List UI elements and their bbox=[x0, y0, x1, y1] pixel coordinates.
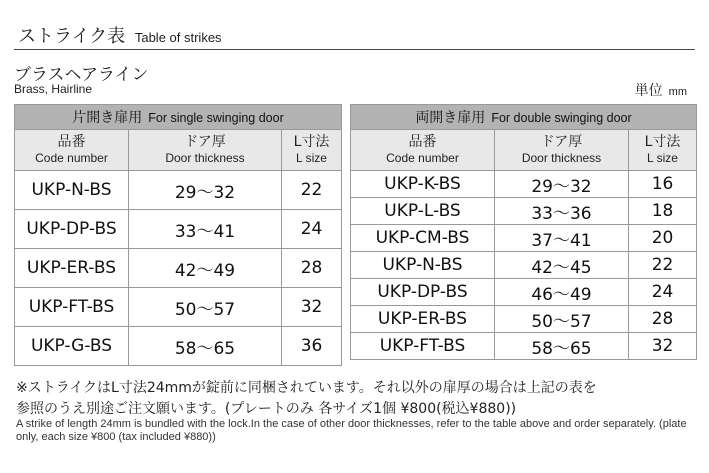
door-thickness-cell: 29～32 bbox=[495, 171, 629, 198]
unit-en: mm bbox=[668, 86, 687, 98]
finish-ja: ブラスヘアライン bbox=[14, 65, 149, 85]
table-row bbox=[15, 249, 342, 288]
single-door-heading bbox=[15, 105, 342, 130]
col-door-ja: ドア厚 bbox=[540, 134, 583, 150]
col-l-en: L size bbox=[296, 151, 327, 165]
col-header-l-size bbox=[282, 130, 342, 171]
code-cell: UKP-DP-BS bbox=[15, 210, 129, 249]
col-header-l-size bbox=[629, 130, 697, 171]
col-l-ja: L寸法 bbox=[293, 134, 330, 150]
l-size-cell: 22 bbox=[629, 252, 697, 279]
col-door-en: Door thickness bbox=[165, 151, 245, 165]
l-size-cell: 28 bbox=[629, 306, 697, 333]
door-thickness-cell: 33～41 bbox=[129, 210, 282, 249]
single-heading-en: For single swinging door bbox=[148, 111, 284, 125]
code-cell: UKP-K-BS bbox=[351, 171, 495, 198]
table-row bbox=[351, 279, 697, 306]
col-l-en: L size bbox=[647, 151, 678, 165]
code-cell: UKP-ER-BS bbox=[15, 249, 129, 288]
table-row bbox=[351, 225, 697, 252]
l-size-cell: 32 bbox=[282, 288, 342, 327]
col-header-code bbox=[351, 130, 495, 171]
col-door-en: Door thickness bbox=[521, 151, 602, 165]
door-thickness-cell: 50～57 bbox=[495, 306, 629, 333]
code-cell: UKP-FT-BS bbox=[15, 288, 129, 327]
note-ja-line2: 参照のうえ別途ご注文願います。(プレートのみ 各サイズ1個 ¥800(税込¥880)) bbox=[16, 401, 517, 417]
l-size-cell: 24 bbox=[282, 210, 342, 249]
table-row bbox=[351, 333, 697, 360]
table-row bbox=[15, 210, 342, 249]
table-row bbox=[15, 327, 342, 366]
l-size-cell: 18 bbox=[629, 198, 697, 225]
double-heading-ja: 両開き扉用 bbox=[415, 110, 486, 126]
single-door-table bbox=[14, 104, 342, 366]
col-door-ja: ドア厚 bbox=[184, 134, 226, 150]
code-cell: UKP-G-BS bbox=[15, 327, 129, 366]
table-row bbox=[15, 288, 342, 327]
door-thickness-cell: 42～49 bbox=[129, 249, 282, 288]
note-ja-line1: ※ストライクはL寸法24mmが錠前に同梱されています。それ以外の扉厚の場合は上記の表を bbox=[16, 380, 597, 396]
door-thickness-cell: 42～45 bbox=[495, 252, 629, 279]
code-cell: UKP-N-BS bbox=[351, 252, 495, 279]
col-l-ja: L寸法 bbox=[644, 134, 681, 150]
l-size-cell: 20 bbox=[629, 225, 697, 252]
door-thickness-cell: 33～36 bbox=[495, 198, 629, 225]
code-cell: UKP-CM-BS bbox=[351, 225, 495, 252]
code-cell: UKP-L-BS bbox=[351, 198, 495, 225]
door-thickness-cell: 29～32 bbox=[129, 171, 282, 210]
double-heading-en: For double swinging door bbox=[491, 111, 632, 125]
note-en: A strike of length 24mm is bundled with the lock.In the case of other door thicknesses, refer to the table above and order separately. (plate only, each size ¥800 (tax included ¥880)) bbox=[16, 418, 687, 443]
unit-ja: 単位 bbox=[634, 83, 663, 99]
col-code-ja: 品番 bbox=[57, 134, 86, 150]
title-ja: ストライク表 bbox=[18, 26, 126, 47]
l-size-cell: 36 bbox=[282, 327, 342, 366]
col-code-ja: 品番 bbox=[408, 134, 437, 150]
col-header-door-thickness bbox=[129, 130, 282, 171]
col-code-en: Code number bbox=[386, 151, 459, 165]
door-thickness-cell: 58～65 bbox=[495, 333, 629, 360]
door-thickness-cell: 50～57 bbox=[129, 288, 282, 327]
unit-label bbox=[635, 80, 687, 100]
code-cell: UKP-FT-BS bbox=[351, 333, 495, 360]
door-thickness-cell: 58～65 bbox=[129, 327, 282, 366]
table-row bbox=[351, 198, 697, 225]
l-size-cell: 16 bbox=[629, 171, 697, 198]
title-en: Table of strikes bbox=[134, 30, 222, 45]
table-row bbox=[351, 171, 697, 198]
code-cell: UKP-ER-BS bbox=[351, 306, 495, 333]
door-thickness-cell: 46～49 bbox=[495, 279, 629, 306]
page-title bbox=[18, 22, 222, 48]
col-header-door-thickness bbox=[495, 130, 629, 171]
single-heading-ja: 片開き扉用 bbox=[72, 110, 143, 126]
title-divider bbox=[14, 49, 695, 50]
l-size-cell: 22 bbox=[282, 171, 342, 210]
table-row bbox=[351, 252, 697, 279]
finish-en: Brass, Hairline bbox=[14, 82, 93, 96]
l-size-cell: 32 bbox=[629, 333, 697, 360]
l-size-cell: 28 bbox=[282, 249, 342, 288]
door-thickness-cell: 37～41 bbox=[495, 225, 629, 252]
table-row bbox=[15, 171, 342, 210]
col-code-en: Code number bbox=[35, 151, 108, 165]
table-row bbox=[351, 306, 697, 333]
double-door-table bbox=[350, 104, 697, 360]
code-cell: UKP-N-BS bbox=[15, 171, 129, 210]
code-cell: UKP-DP-BS bbox=[351, 279, 495, 306]
col-header-code bbox=[15, 130, 129, 171]
l-size-cell: 24 bbox=[629, 279, 697, 306]
double-door-heading bbox=[351, 105, 697, 130]
